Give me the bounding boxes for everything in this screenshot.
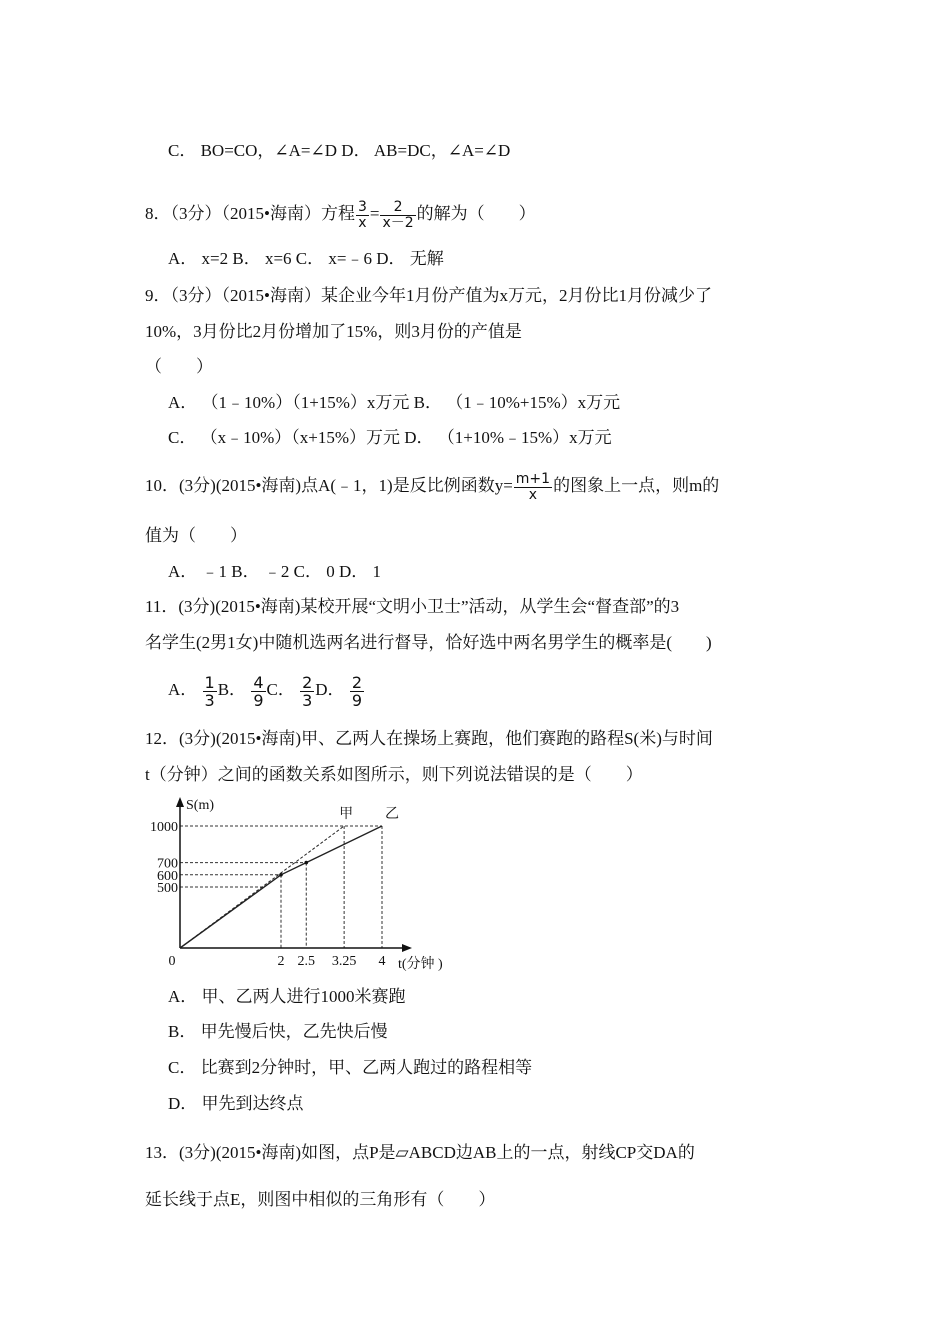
q13-line-1: 13．(3分)(2015•海南)如图，点P是▱ABCD边AB上的一点，射线CP交DA的 xyxy=(145,1143,695,1162)
q11-fa-num: 1 xyxy=(204,672,215,692)
q12-option-d: D． 甲先到达终点 xyxy=(168,1094,304,1113)
series-label-jia: 甲 xyxy=(339,807,354,822)
q12-option-c: C． 比赛到2分钟时，甲、乙两人跑过的路程相等 xyxy=(168,1058,533,1077)
q8-stem xyxy=(145,198,536,231)
q8-stem-suffix: 的解为（ ） xyxy=(416,204,536,223)
q8-frac1-den: x xyxy=(358,214,367,231)
q10-fraction xyxy=(514,472,552,503)
q11-line-1: 11．(3分)(2015•海南)某校开展“文明小卫士”活动，从学生会“督查部”的3 xyxy=(145,597,680,616)
y-tick-label-2: 600 xyxy=(157,868,178,884)
q9-line-2: 10%，3月份比2月份增加了15%，则3月份的产值是 xyxy=(145,322,522,341)
q10-stem-prefix: 10．(3分)(2015•海南)点A(﹣1，1)是反比例函数y= xyxy=(145,476,513,495)
q11-option-a-fraction xyxy=(203,674,217,709)
q8-frac2-num: 2 xyxy=(380,200,415,216)
q12-option-a: A． 甲、乙两人进行1000米赛跑 xyxy=(168,987,406,1006)
origin-label: 0 xyxy=(168,954,176,969)
q8-stem-prefix: 8．（3分）（2015•海南）方程 xyxy=(145,204,355,223)
q8-frac2-den: x－2 xyxy=(382,214,414,231)
q11-fb-num: 4 xyxy=(253,672,264,692)
q11-option-c-label: C． xyxy=(266,680,295,699)
q11-option-b-label: B． xyxy=(217,680,247,699)
x-tick-label-3: 4 xyxy=(378,954,386,969)
q8-frac1-num: 3 xyxy=(357,198,367,215)
series-point-1 xyxy=(304,861,308,865)
y-tick-label-3: 500 xyxy=(157,881,178,896)
q11-line-2: 名学生(2男1女)中随机选两名进行督导，恰好选中两名男学生的概率是( ) xyxy=(145,633,712,652)
q10-stem xyxy=(145,470,719,503)
q10-stem-suffix: 的图象上一点，则m的 xyxy=(553,476,720,495)
q11-fc-num: 2 xyxy=(302,672,313,692)
q8-equals: = xyxy=(369,204,380,223)
q11-fb-den: 9 xyxy=(253,690,264,710)
x-axis-arrow xyxy=(402,944,412,952)
y-axis-arrow xyxy=(176,797,184,807)
q10-options: A． ﹣1 B． ﹣2 C． 0 D． 1 xyxy=(168,562,381,581)
q10-frac-den: x xyxy=(528,486,538,503)
q10-frac-num: m+1 xyxy=(515,470,551,487)
q11-fa-den: 3 xyxy=(204,690,215,710)
series-point-0 xyxy=(279,873,283,877)
q11-option-b-fraction xyxy=(251,674,265,709)
q11-fd-num: 2 xyxy=(351,672,362,692)
q9-options-ab: A． （1﹣10%）（1+15%）x万元 B． （1﹣10%+15%）x万元 xyxy=(168,393,621,412)
q11-fc-den: 3 xyxy=(302,690,313,710)
q11-option-a-label: A． xyxy=(168,680,198,699)
x-tick-label-1: 2.5 xyxy=(297,954,315,969)
q8-options: A． x=2 B． x=6 C． x=﹣6 D． 无解 xyxy=(168,249,444,268)
x-tick-label-0: 2 xyxy=(277,954,285,969)
q11-option-c-fraction xyxy=(300,674,314,709)
q9-line-3: （ ） xyxy=(145,357,213,376)
q11-fd-den: 9 xyxy=(351,690,362,710)
q8-fraction-2 xyxy=(380,200,415,231)
distance-time-chart xyxy=(135,795,455,975)
q8-fraction-1 xyxy=(356,200,369,231)
q13-line-2: 延长线于点E，则图中相似的三角形有（ ） xyxy=(145,1190,496,1209)
q11-option-d-fraction xyxy=(350,674,364,709)
q10-line-2: 值为（ ） xyxy=(145,526,247,545)
q11-option-d-label: D． xyxy=(315,680,345,699)
q7-options-cd: C． BO=CO，∠A=∠D D． AB=DC，∠A=∠D xyxy=(168,141,511,160)
q12-line-2: t（分钟）之间的函数关系如图所示，则下列说法错误的是（ ） xyxy=(145,765,643,784)
q9-options-cd: C． （x﹣10%）（x+15%）万元 D． （1+10%﹣15%）x万元 xyxy=(168,428,612,447)
q11-options xyxy=(168,672,365,709)
x-axis-label: t(分钟 ) xyxy=(398,957,443,972)
q12-line-1: 12．(3分)(2015•海南)甲、乙两人在操场上赛跑，他们赛跑的路程S(米)与时间 xyxy=(145,729,713,748)
series-label-yi: 乙 xyxy=(385,807,399,822)
y-tick-label-0: 1000 xyxy=(150,820,178,835)
q9-line-1: 9．（3分）（2015•海南）某企业今年1月份产值为x万元，2月份比1月份减少了 xyxy=(145,286,712,305)
y-tick-label-1: 700 xyxy=(157,856,178,872)
x-tick-label-2: 3.25 xyxy=(331,954,357,969)
q12-option-b: B． 甲先慢后快，乙先快后慢 xyxy=(168,1022,388,1041)
y-axis-label: S(m) xyxy=(186,798,214,813)
